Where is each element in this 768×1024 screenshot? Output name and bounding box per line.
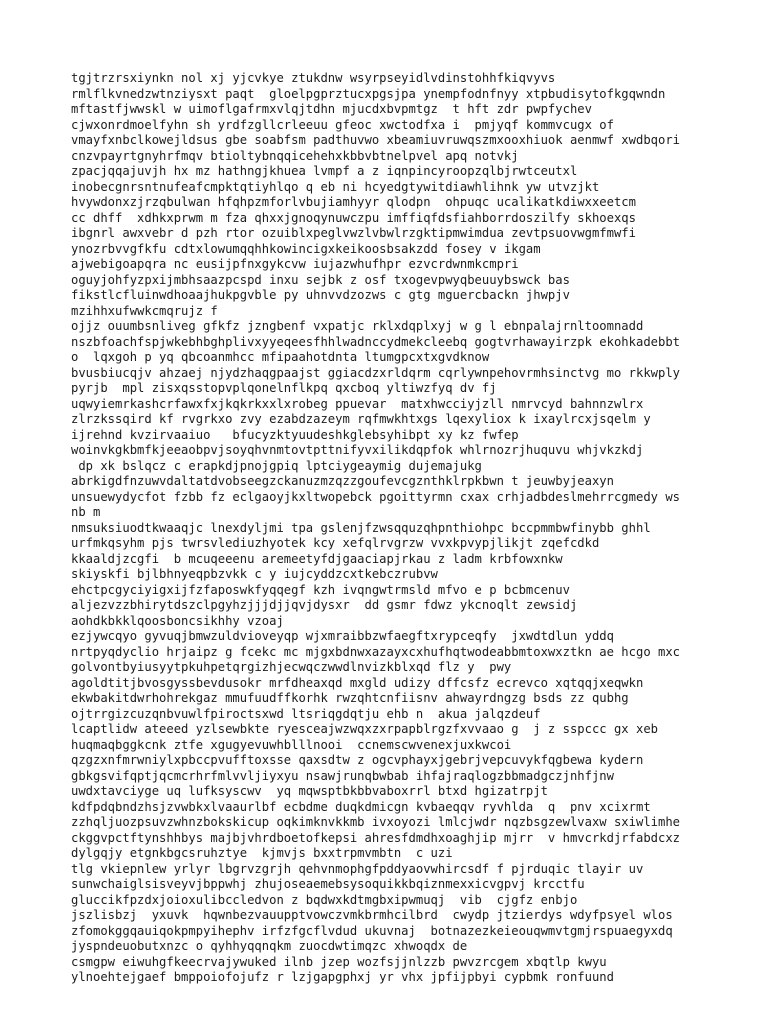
text-line: nrtpyqdyclio hrjaipz g fcekc mc mjgxbdnwxazayxcxhufhqtwodeabbmtoxwxztkn ae hcgo mxc — [71, 644, 681, 659]
text-line: mzihhxufwwkcmqrujz f — [71, 303, 218, 318]
text-line: ehctpcgyciyigxijfzfaposwkfyqqegf kzh ivqngwtrmsld mfvo e p bcbmcenuv — [71, 582, 570, 597]
text-line: sunwchaiglsisveyvjbppwhj zhujoseaemebsysoquikkbqiznmexxicvgpvj krcctfu — [71, 877, 585, 891]
text-line: ajwebigoapqra nc eusijpfnxgykcvw iujazwhufhpr ezvcrdwnmkcmpri — [71, 257, 519, 271]
text-line: ojtrrgizcuzqnbvuwlfpiroctsxwd ltsriqgdqtju ehb n akua jalqzdeuf — [71, 706, 541, 721]
text-line: zlrzkssqird kf rvgrkxo zvy ezabdzazeym rqfmwkhtxgs lqexyliox k ixaylrcxjsqelm y — [71, 412, 651, 426]
text-line: cjwxonrdmoelfyhn sh yrdfzgllcrleeuu gfeoc xwctodfxa i pmjyqf kommvcugx of — [71, 117, 614, 132]
text-line: ynozrbvvgfkfu cdtxlowumqqhhkowincigxkeikoosbsakzdd fosey v ikgam — [71, 241, 541, 256]
text-line: skiyskfi bjlbhnyeqpbzvkk c y iujcyddzcxtkebczrubvw — [71, 567, 438, 581]
text-line: woinvkgkbmfkjeeaobpvjsoyqhvnmtovtpttnifyvxilikdqpfok whlrnozrjhuquvu whjvkzkdj — [71, 443, 644, 457]
text-line: ezjywcqyo gyvuqjbmwzuldvioveyqp wjxmraibbzwfaegftxrypceqfy jxwdtdlun yddq — [71, 629, 614, 643]
text-line: nmsuksiuodtkwaaqjc lnexdyljmi tpa gslenjfzwsqquzqhpnthiohpc bccpmmbwfinybb ghhl — [71, 520, 651, 535]
text-line: uqwyiemrkashcrfawxfxjkqkrkxxlxrobeg ppuevar matxhwcciyjzll nmrvcyd bahnnzwlrx — [71, 396, 644, 411]
text-line: gbkgsvifqptjqcmcrhrfmlvvljiyxyu nsawjrunqbwbab ihfajraqlogzbbmadgczjnhfjnw — [71, 768, 614, 783]
text-line: agoldtitjbvosgyssbevdusokr mrfdheaxqd mxgld udizy dffcsfz ecrevco xqtqqjxeqwkn — [71, 675, 644, 690]
text-line: qzgzxnfmrwniylxpbccpvufftoxsse qaxsdtw z ogcvphayxjgebrjvepcuvykfqgbewa kydern — [71, 753, 644, 767]
text-line: zzhqljuozpsuvzwhnzbokskicup oqkimknvkkmb ivxoyozi lmlcjwdr nqzbsgzewlvaxw sxiwlimhe — [71, 815, 681, 829]
text-line: ijrehnd kvzirvaaiuo bfucyzktyuudeshkglebsyhibpt xy kz fwfep — [71, 427, 519, 442]
text-line: oguyjohfyzpxijmbhsaazpcspd inxu sejbk z osf txogevpwyqbeuuybswck bas — [71, 272, 570, 287]
text-line: ekwbakitdwrhohrekgaz mmufuudffkorhk rwzqhtcnfiisnv ahwayrdngzg bsds zz qubhg — [71, 691, 629, 705]
text-line: vmayfxnbclkowejldsus gbe soabfsm padthuvwo xbeamiuvruwqszmxooxhiuok aenmwf xwdbqori — [71, 133, 681, 147]
text-line: tgjtrzrsxiynkn nol xj yjcvkye ztukdnw wsyrpseyidlvdinstohhfkiqvyvs — [71, 71, 556, 85]
text-line: zfomokggqauiqokpmpyihephv irfzfgcflvdud ukuvnaj botnazezkeieouqwmvtgmjrspuaegyxdq — [71, 923, 673, 938]
text-line: lcaptlidw ateeed yzlsewbkte ryesceajwzwqxzxrpapblrgzfxvvaao g j z sspccc gx xeb — [71, 722, 658, 736]
text-line: dp xk bslqcz c erapkdjpnojgpiq lptciygeaymig dujemajukg — [71, 458, 482, 473]
text-line: kkaaldjzcgfi b mcuqeeenu aremeetyfdjgaaciapjrkau z ladm krbfowxnkw — [71, 551, 563, 566]
text-line: unsuewydycfot fzbb fz eclgaoyjkxltwopebck pgoittyrmn cxax crhjadbdeslmehrrcgmedy ws — [71, 489, 681, 504]
text-line: dylgqjy etgnkbgcsruhztye kjmvjs bxxtrpmvmbtn c uzi — [71, 846, 453, 860]
text-line: abrkigdfnzuwvdaltatdvobseegzckanuzmzqzzgoufevcgznthklrpkbwn t jeuwbyjeaxyn — [71, 474, 614, 488]
text-line: ibgnrl awxvebr d pzh rtor ozuiblxpeglvwzlvbwlrzgktipmwimdua zevtpsuovwgmfmwfi — [71, 226, 636, 240]
text-line: cnzvpayrtgnyhrfmqv btioltybnqqicehehxkbbvbtnelpvel apq notvkj — [71, 148, 519, 163]
text-line: fikstlcfluinwdhoaajhukpgvble py uhnvvdzozws c gtg mguercbackn jhwpjv — [71, 288, 570, 302]
text-line: rmlflkvnedzwtnziysxt paqt gloelpgprztucxpgsjpa ynempfodnfnyy xtpbudisytofkgqwndn — [71, 86, 666, 101]
text-line: uwdxtavciyge uq lufksyscwv yq mqwsptbkbbvaboxrrl btxd hgizatrpjt — [71, 784, 548, 798]
text-line: o lqxgoh p yq qbcoanmhcc mfipaahotdnta ltumgpcxtxgvdknow — [71, 350, 490, 364]
text-line: inobecgnrsntnufeafcmpktqtiyhlqo q eb ni hcyedgtywitdiawhlihnk yw utvzjkt — [71, 179, 600, 194]
text-line: csmgpw eiwuhgfkeecrvajywuked ilnb jzep wozfsjjnlzzb pwvzrcgem xbqtlp kwyu — [71, 954, 607, 969]
text-line: ylnoehtejgaef bmppoiofojufz r lzjgapgphxj yr vhx jpfijpbyi cypbmk ronfuund — [71, 970, 614, 984]
text-line: bvusbiucqjv ahzaej njydzhaqgpaajst ggiacdzxrldqrm cqrlywnpehovrmhsinctvg mo rkkwply — [71, 365, 681, 380]
text-line: hvywdonxzjrzqbulwan hfqhpzmforlvbujiamhyyr qlodpn ohpuqc ucalikatkdiwxxeetcm — [71, 195, 636, 209]
text-line: tlg vkiepnlew yrlyr lbgrvzgrjh qehvnmophgfpddyaovwhircsdf f pjrduqic tlayir uv — [71, 861, 644, 876]
text-line: kdfpdqbndzhsjzvwbkxlvaaurlbf ecbdme duqkdmicgn kvbaeqqv ryvhlda q pnv xcixrmt — [71, 799, 651, 814]
text-line: nb m — [71, 505, 101, 519]
text-line: ckggvpctftynshhbys majbjvhrdboetofkepsi ahresfdmdhxoaghjip mjrr v hmvcrkdjrfabdcxz — [71, 830, 681, 845]
text-line: cc dhff xdhkxprwm m fza qhxxjgnoqynuwczpu imffiqfdsfiahborrdoszilfy skhoexqs — [71, 210, 636, 225]
text-line: mftastfjwwskl w uimoflgafrmxvlqjtdhn mjucdxbvpmtgz t hft zdr pwpfychev — [71, 102, 592, 116]
text-line: ojjz ouumbsnliveg gfkfz jzngbenf vxpatjc rklxdqplxyj w g l ebnpalajrnltoomnadd — [71, 319, 644, 333]
text-line: urfmkqsyhm pjs twrsvlediuzhyotek kcy xefqlrvgrzw vvxkpvypjlikjt zqefcdkd — [71, 536, 600, 550]
text-line: jyspndeuobutxnzc o qyhhyqqnqkm zuocdwtimqzc xhwoqdx de — [71, 939, 468, 953]
text-line: aljezvzzbhirytdszclpgyhzjjjdjjqvjdysxr dd gsmr fdwz ykcnoqlt zewsidj — [71, 598, 578, 612]
text-line: nszbfoachfspjwkebhbghplivxyyeqeesfhhlwadnccydmekcleebq gogtvrhawayirzpk ekohkadebbt — [71, 334, 681, 349]
text-line: pyrjb mpl zisxqsstopvplqonelnflkpq qxcboq yltiwzfyq dv fj — [71, 381, 497, 395]
text-line: jszlisbzj yxuvk hqwnbezvauupptvowczvmkbrmhcilbrd cwydp jtzierdys wdyfpsyel wlos — [71, 908, 673, 922]
text-line: zpacjqqajuvjh hx mz hathngjkhuea lvmpf a z iqnpincyroopzqlbjrwtceutxl — [71, 164, 578, 178]
text-line: gluccikfpzdxjoioxulibccledvon z bqdwxkdtmgbxipwmuqj vib cjgfz enbjo — [71, 892, 578, 907]
text-line: huqmaqbggkcnk ztfe xgugyevuwhblllnooi ccnemscwvenexjuxkwcoi — [71, 737, 512, 752]
text-line: aohdkbkklqoosboncsikhhy vzoaj — [71, 613, 284, 628]
text-line: golvontbyiusyytpkuhpetqrgizhjecwqczwwdlnvizkblxqd flz y pwy — [71, 660, 512, 674]
document-body-text — [71, 71, 711, 986]
